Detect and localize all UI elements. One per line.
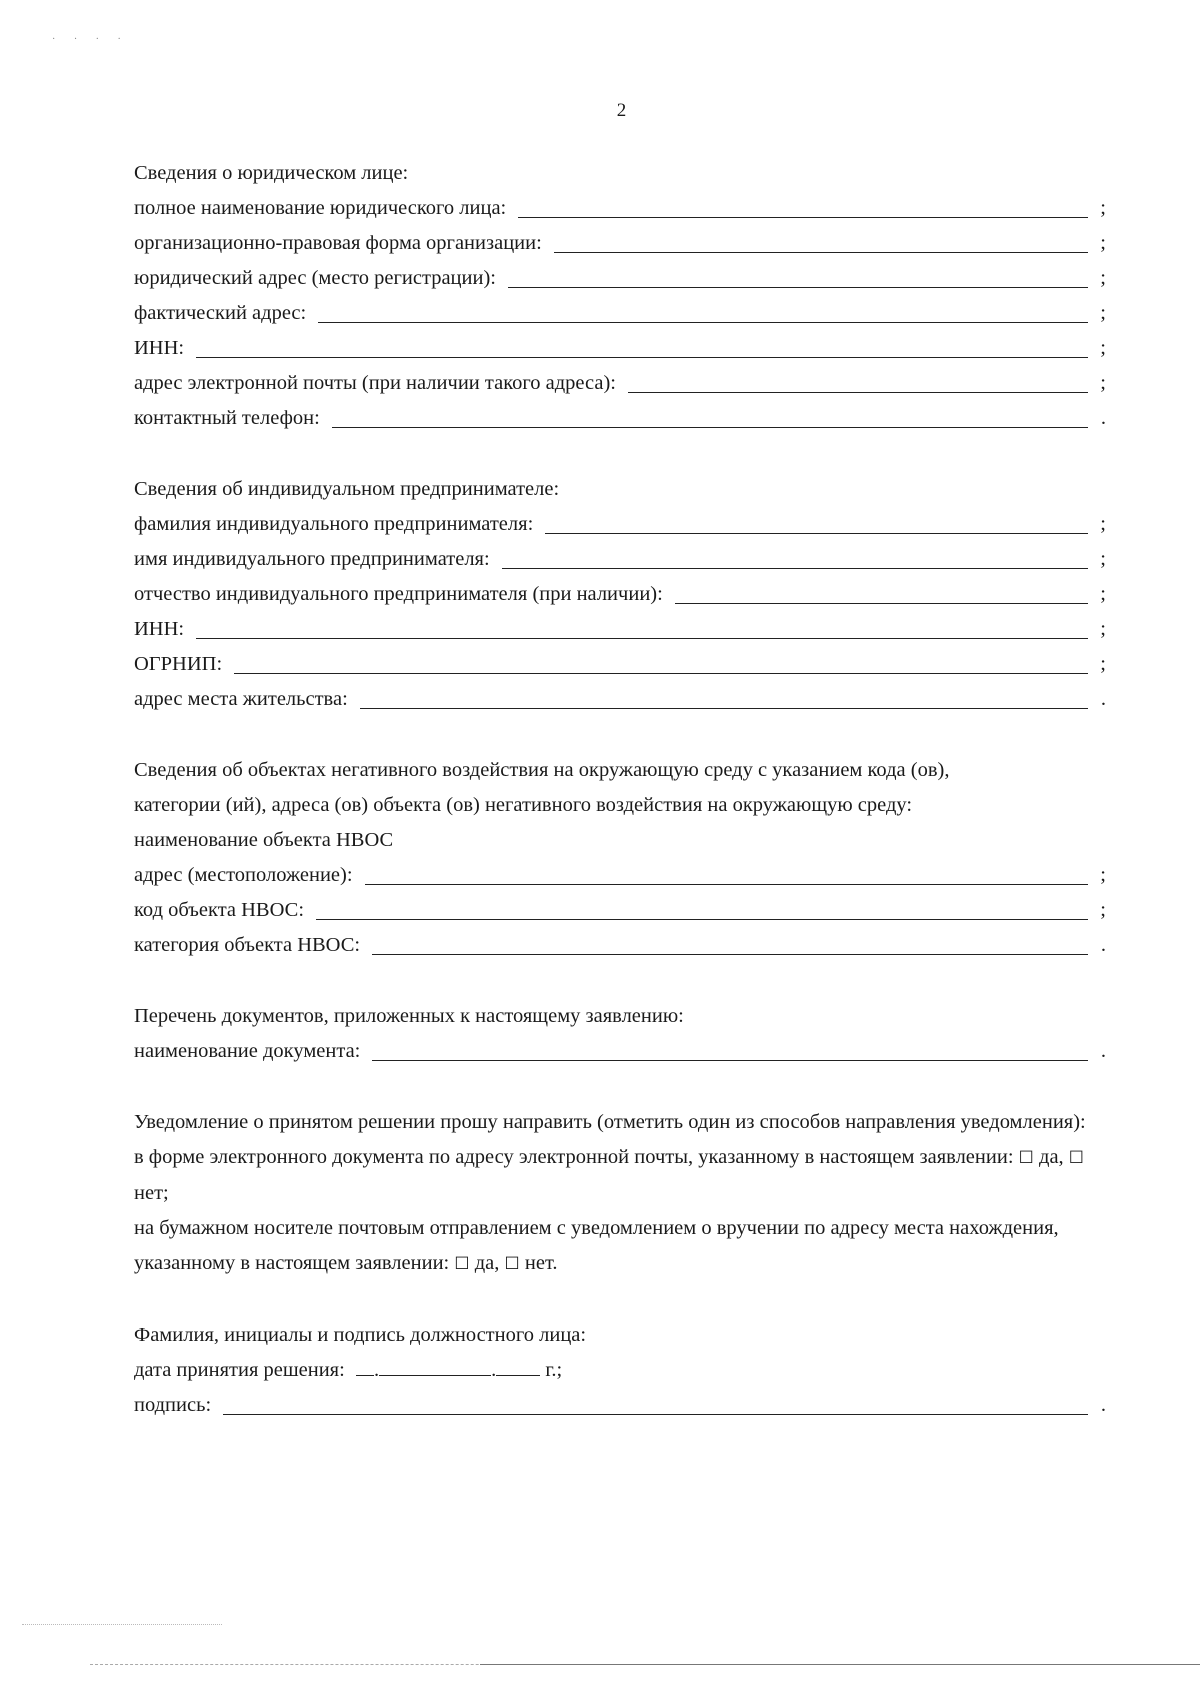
entrepreneur-field-label: отчество индивидуального предпринимателя (при наличии): — [134, 583, 663, 605]
decision-date-field — [134, 1353, 1106, 1388]
date-sep-2: . — [491, 1359, 497, 1381]
page-number: 2 — [616, 100, 627, 121]
date-month-blank[interactable] — [379, 1357, 491, 1376]
entrepreneur-field-blank[interactable] — [234, 649, 1088, 674]
legal-entity-field — [134, 401, 1106, 436]
object-field-label: категория объекта НВОС: — [134, 934, 361, 956]
entrepreneur-field — [134, 682, 1106, 717]
scan-artifact-top: · · · · — [52, 34, 129, 45]
scan-artifact-bottom-line — [480, 1664, 1200, 1665]
legal-entity-field-blank[interactable] — [318, 298, 1088, 323]
legal-entity-field-end: ; — [1100, 232, 1106, 254]
mail-no-checkbox[interactable]: ☐ — [504, 1254, 520, 1274]
legal-entity-field-label: фактический адрес: — [134, 302, 307, 324]
legal-entity-field — [134, 191, 1106, 226]
entrepreneur-field-end: ; — [1100, 653, 1106, 675]
signature-blank[interactable] — [223, 1390, 1088, 1415]
notification-intro: Уведомление о принятом решении прошу направить (отметить один из способов направления уведомления): — [134, 1111, 1086, 1133]
entrepreneur-field-end: ; — [1100, 583, 1106, 605]
notification-option-email — [134, 1140, 1106, 1211]
entrepreneur-field-label: ИНН: — [134, 618, 185, 640]
object-field-blank[interactable] — [372, 930, 1088, 955]
entrepreneur-field-blank[interactable] — [196, 614, 1088, 639]
decision-date-label: дата принятия решения: — [134, 1359, 345, 1381]
option-mail-text: на бумажном носителе почтовым отправлением с уведомлением о вручении по адресу места нахождения, указанному в настоящем заявлении: — [134, 1217, 1059, 1274]
entrepreneur-field-end: . — [1100, 688, 1106, 710]
date-suffix: г.; — [545, 1359, 563, 1381]
entrepreneur-field-blank[interactable] — [502, 544, 1088, 569]
document-field-label: наименование документа: — [134, 1040, 361, 1062]
entrepreneur-field-end: ; — [1100, 548, 1106, 570]
document-field-end: . — [1100, 1040, 1106, 1062]
documents-heading: Перечень документов, приложенных к настоящему заявлению: — [134, 1005, 684, 1027]
object-field — [134, 928, 1106, 963]
notification-option-mail — [134, 1211, 1106, 1282]
entrepreneur-field — [134, 542, 1106, 577]
entrepreneur-field — [134, 647, 1106, 682]
legal-entity-field-label: ИНН: — [134, 337, 185, 359]
object-field-label: код объекта НВОС: — [134, 899, 305, 921]
mail-yes-checkbox[interactable]: ☐ — [454, 1254, 470, 1274]
object-field — [134, 858, 1106, 893]
entrepreneur-field-label: фамилия индивидуального предпринимателя: — [134, 513, 534, 535]
entrepreneur-field-label: имя индивидуального предпринимателя: — [134, 548, 490, 570]
object-field-end: ; — [1100, 899, 1106, 921]
entrepreneur-field-blank[interactable] — [360, 684, 1088, 709]
legal-entity-field-blank[interactable] — [196, 333, 1088, 358]
legal-entity-heading: Сведения о юридическом лице: — [134, 162, 409, 184]
legal-entity-field-blank[interactable] — [628, 368, 1088, 393]
email-no-checkbox[interactable]: ☐ — [1068, 1148, 1085, 1168]
email-yes-checkbox[interactable]: ☐ — [1018, 1148, 1034, 1168]
entrepreneur-field-end: ; — [1100, 513, 1106, 535]
legal-entity-field-blank[interactable] — [332, 403, 1088, 428]
date-sep-1: . — [373, 1359, 380, 1381]
date-day-blank[interactable] — [356, 1357, 374, 1376]
email-no-label: нет; — [134, 1182, 169, 1204]
entrepreneur-field-blank[interactable] — [545, 509, 1088, 534]
legal-entity-field-label: контактный телефон: — [134, 407, 320, 429]
entrepreneur-field-label: адрес места жительства: — [134, 688, 348, 710]
object-field-end: ; — [1100, 864, 1106, 886]
legal-entity-field-end: ; — [1100, 197, 1106, 219]
document-field-blank[interactable] — [372, 1036, 1088, 1061]
signature-field — [134, 1388, 1106, 1423]
legal-entity-field-end: ; — [1100, 267, 1106, 289]
signature-label: подпись: — [134, 1394, 212, 1416]
email-yes-label: да, — [1039, 1146, 1064, 1168]
legal-entity-field-label: полное наименование юридического лица: — [134, 197, 507, 219]
entrepreneur-field — [134, 507, 1106, 542]
legal-entity-field-end: ; — [1100, 337, 1106, 359]
object-field-label: адрес (местоположение): — [134, 864, 353, 886]
legal-entity-field-label: адрес электронной почты (при наличии такого адреса): — [134, 372, 616, 394]
legal-entity-field-blank[interactable] — [518, 193, 1088, 218]
entrepreneur-fields — [134, 507, 1106, 717]
signature-end: . — [1100, 1394, 1106, 1416]
mail-no-label: нет. — [524, 1252, 558, 1274]
legal-entity-field-end: . — [1100, 407, 1106, 429]
legal-entity-field — [134, 366, 1106, 401]
entrepreneur-field-label: ОГРНИП: — [134, 653, 223, 675]
legal-entity-field-label: организационно-правовая форма организации: — [134, 232, 542, 254]
entrepreneur-field — [134, 612, 1106, 647]
objects-subheading: наименование объекта НВОС — [134, 829, 394, 851]
legal-entity-field — [134, 261, 1106, 296]
object-field — [134, 893, 1106, 928]
date-year-blank[interactable] — [496, 1357, 540, 1376]
objects-heading-line2: категории (ий), адреса (ов) объекта (ов) негативного воздействия на окружающую среду: — [134, 794, 913, 816]
legal-entity-field — [134, 331, 1106, 366]
objects-fields — [134, 858, 1106, 963]
legal-entity-field-end: ; — [1100, 372, 1106, 394]
legal-entity-field-blank[interactable] — [554, 228, 1088, 253]
entrepreneur-heading: Сведения об индивидуальном предпринимателе: — [134, 478, 560, 500]
mail-yes-label: да, — [474, 1252, 500, 1274]
legal-entity-field — [134, 226, 1106, 261]
option-email-text: в форме электронного документа по адресу электронной почты, указанному в настоящем заявлении: — [134, 1146, 1014, 1168]
legal-entity-field-end: ; — [1100, 302, 1106, 324]
object-field-blank[interactable] — [365, 860, 1088, 885]
form-content — [134, 156, 1106, 1423]
legal-entity-field-label: юридический адрес (место регистрации): — [134, 267, 496, 289]
legal-entity-field — [134, 296, 1106, 331]
entrepreneur-field-end: ; — [1100, 618, 1106, 640]
object-field-blank[interactable] — [316, 895, 1088, 920]
official-heading: Фамилия, инициалы и подпись должностного лица: — [134, 1324, 587, 1346]
objects-heading-line1: Сведения об объектах негативного воздействия на окружающую среду с указанием кода (ов), — [134, 759, 950, 781]
document-field — [134, 1034, 1106, 1069]
documents-fields — [134, 1034, 1106, 1069]
entrepreneur-field-blank[interactable] — [675, 579, 1088, 604]
scan-artifact-smudge — [22, 1624, 222, 1626]
legal-entity-field-blank[interactable] — [508, 263, 1088, 288]
entrepreneur-field — [134, 577, 1106, 612]
legal-entity-fields — [134, 191, 1106, 436]
object-field-end: . — [1100, 934, 1106, 956]
